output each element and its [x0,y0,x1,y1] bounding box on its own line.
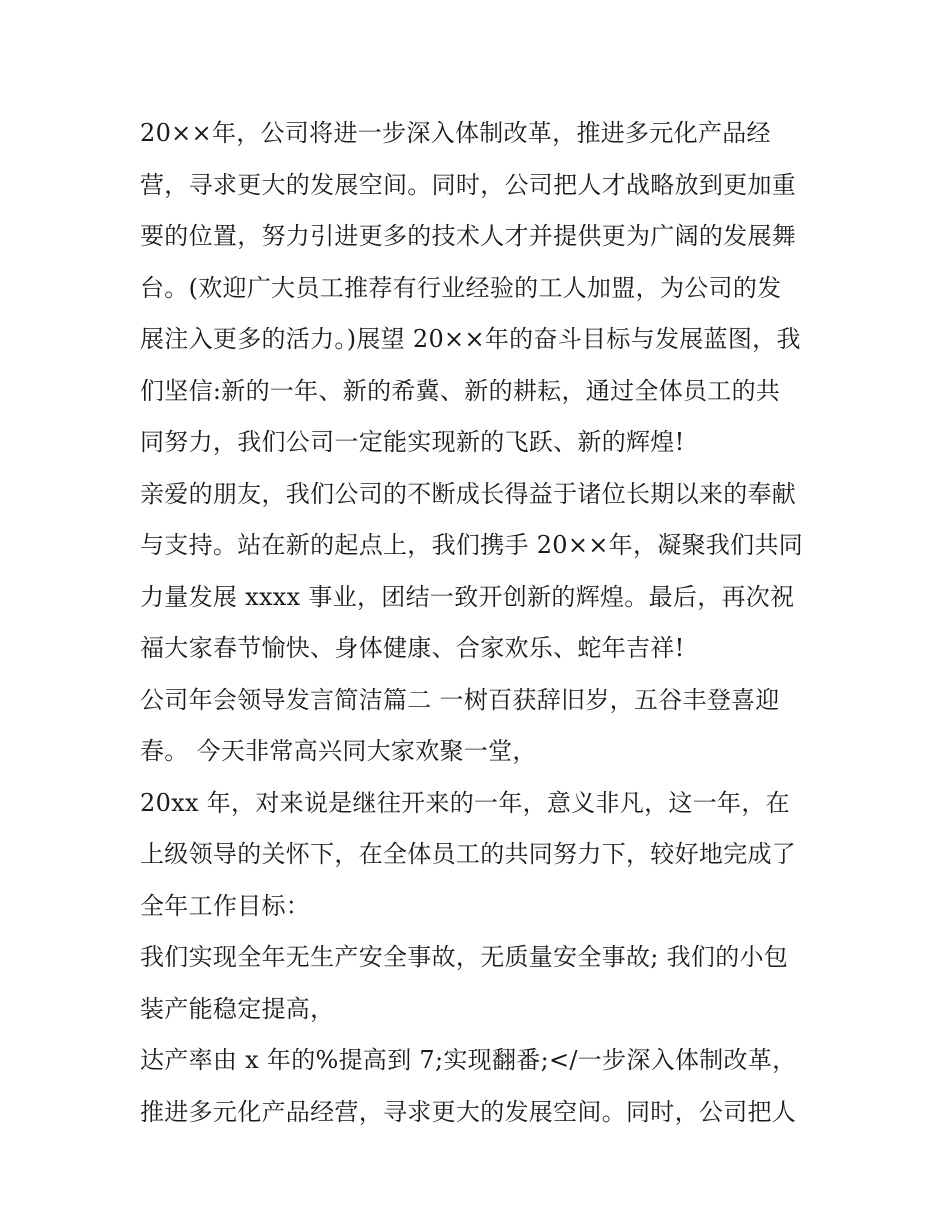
text-line-11: 福大家春节愉快、身体健康、合家欢乐、蛇年吉祥! [140,634,685,662]
text-line-7: 同努力，我们公司一定能实现新的飞跃、新的辉煌! [140,428,685,456]
text-line-8: 亲爱的朋友，我们公司的不断成长得益于诸位长期以来的奉献 [140,479,797,508]
text-line-9: 与支持。站在新的起点上，我们携手 20××年，凝聚我们共同 [140,531,804,559]
text-line-5: 展注入更多的活力。)展望 20××年的奋斗目标与发展蓝图，我 [140,325,801,353]
text-line-17: 我们实现全年无生产安全事故，无质量安全事故; 我们的小包 [140,943,789,971]
text-line-2: 营，寻求更大的发展空间。同时，公司把人才战略放到更加重 [140,170,797,199]
body-text [140,108,830,1138]
text-line-6: 们坚信:新的一年、新的希冀、新的耕耘，通过全体员工的共 [140,376,781,405]
text-line-18: 装产能稳定提高， [140,994,335,1023]
text-line-13: 春。 今天非常高兴同大家欢聚一堂， [140,737,537,765]
text-line-1: 20××年，公司将进一步深入体制改革，推进多元化产品经 [140,119,771,147]
text-line-10: 力量发展 xxxx 事业，团结一致开创新的辉煌。最后，再次祝 [140,582,795,611]
text-line-16: 全年工作目标： [140,891,311,920]
text-line-3: 要的位置，努力引进更多的技术人才并提供更为广阔的发展舞 [140,222,797,250]
text-line-4: 台。(欢迎广大员工推荐有行业经验的工人加盟，为公司的发 [140,273,782,302]
text-line-12: 公司年会领导发言简洁篇二 一树百获辞旧岁，五谷丰登喜迎 [140,685,780,714]
text-line-20: 推进多元化产品经营，寻求更大的发展空间。同时，公司把人 [140,1097,797,1126]
text-line-15: 上级领导的关怀下，在全体员工的共同努力下，较好地完成了 [140,840,797,868]
text-line-19: 达产率由 x 年的%提高到 7;实现翻番;</一步深入体制改革， [140,1046,797,1074]
text-line-14: 20xx 年，对来说是继往开来的一年，意义非凡，这一年，在 [140,788,790,817]
